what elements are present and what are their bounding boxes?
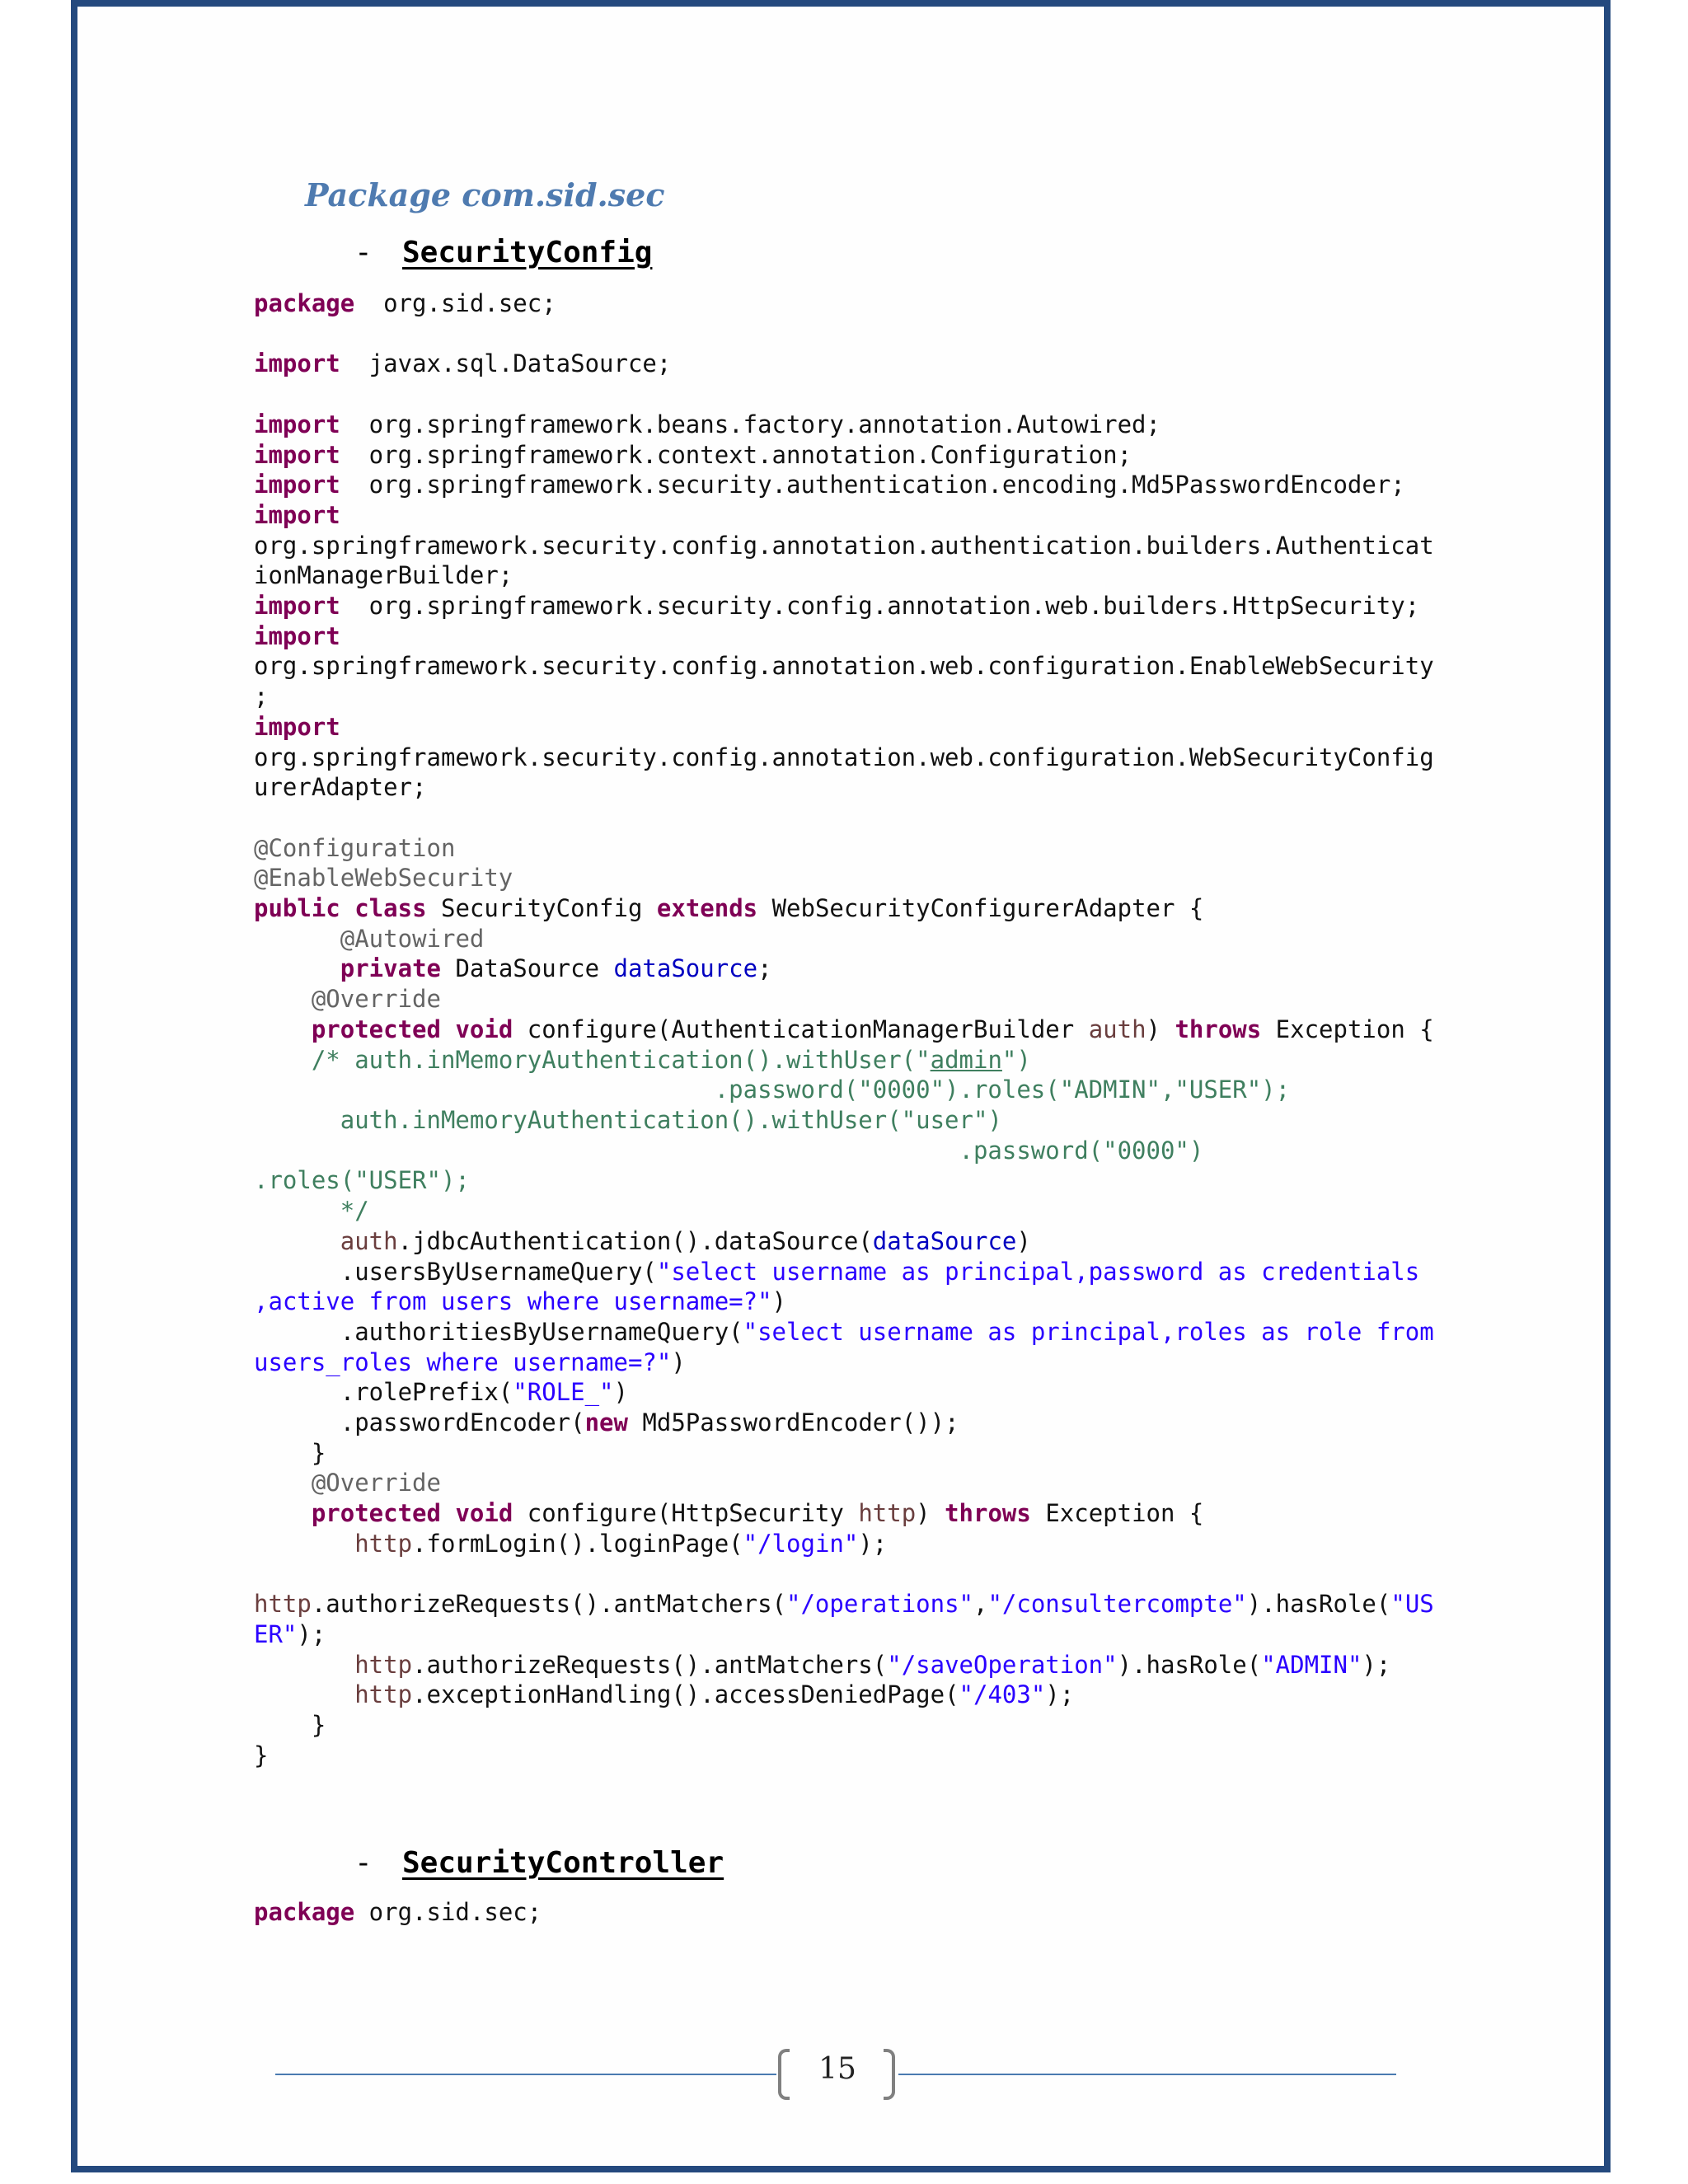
code-token: org.springframework.security.config.annotation.web.configuration.EnableWebSecurity [254,652,1434,681]
code-token: "US [1390,1590,1434,1619]
code-line [254,289,556,317]
code-token: .password("0000") [254,1136,1204,1165]
code-token [254,1499,312,1527]
code-token: ).hasRole( [1117,1650,1262,1679]
code-token: package [254,289,355,317]
code-token: ) [671,1347,686,1376]
code-token: void [455,1015,513,1043]
code-token: SecurityConfig [426,894,657,923]
footer-rule-right [898,2074,1396,2075]
code-line [254,713,340,741]
section-name: SecurityController [402,1846,724,1880]
section-name: SecurityConfig [402,236,653,269]
page-number: 15 [818,2052,856,2086]
code-line [254,1499,1203,1527]
code-token: import [254,410,340,438]
code-line [254,652,1434,680]
code-token: "/403" [959,1680,1046,1709]
code-token: void [455,1499,513,1528]
code-token: /* auth.inMemoryAuthentication().withUser(" [311,1045,931,1074]
code-line [254,1469,441,1497]
code-token: "/saveOperation" [887,1650,1118,1679]
code-token: ); [297,1619,326,1648]
code-token: ); [858,1529,888,1558]
code-token: auth [340,1226,398,1255]
code-line [254,1166,470,1194]
code-token: public [254,894,340,923]
code-token [254,1469,312,1497]
code-token [254,1651,354,1679]
code-token: throws [1175,1015,1262,1043]
code-token: users_roles where username=?" [254,1347,672,1376]
code-token: ER" [254,1619,298,1648]
section-title-securitycontroller [354,1846,724,1880]
code-block-securitycontroller [254,1897,1441,1928]
code-token: javax.sql.DataSource; [340,349,672,378]
code-token: DataSource [440,954,614,983]
code-line [254,985,441,1013]
section-dash: - [354,1846,373,1880]
code-line [254,1106,1002,1134]
code-token: http [354,1650,413,1679]
code-token: @Override [311,1469,441,1497]
code-token [254,1046,312,1074]
code-token [254,1530,354,1558]
code-token: dataSource [613,954,758,983]
code-token: Exception { [1030,1499,1204,1528]
code-line [254,501,340,529]
code-line [254,1620,326,1648]
code-line [254,1651,1390,1679]
code-token: .rolePrefix( [254,1378,513,1407]
code-token: http [254,1590,312,1619]
code-line [254,1227,1031,1255]
code-line [254,1590,1434,1618]
code-token: ; [757,954,772,983]
code-token: .password("0000").roles("ADMIN","USER"); [254,1076,1291,1104]
code-token [441,1015,455,1043]
code-token: http [354,1529,413,1558]
code-line [254,1046,1031,1074]
code-token: protected [311,1499,441,1528]
code-token: org.springframework.security.config.annotation.web.builders.HttpSecurity; [340,592,1420,621]
code-token: "/consultercompte" [987,1590,1247,1619]
code-token: org.springframework.security.config.annotation.authentication.builders.Authenticat [254,531,1434,560]
code-token: ionManagerBuilder; [254,561,513,590]
code-line [254,1137,1203,1165]
code-token: .authorizeRequests().antMatchers( [412,1650,888,1679]
code-token [254,925,340,953]
code-token: org.springframework.security.authentication.encoding.Md5PasswordEncoder; [340,471,1405,499]
code-token: extends [656,894,758,923]
code-token: ) [771,1287,787,1316]
code-token: @Autowired [340,924,485,953]
code-token: Exception { [1261,1015,1434,1043]
code-line [254,834,455,862]
code-line [254,1076,1290,1104]
code-line [254,773,427,801]
footer-rule-left [275,2074,776,2075]
code-line [254,1318,1434,1346]
code-token [340,894,354,922]
code-line [254,1258,1419,1286]
code-token: import [254,349,340,378]
code-token: "/login" [743,1529,859,1558]
code-token: ).hasRole( [1246,1590,1391,1619]
code-token: package [254,1898,355,1926]
code-line [254,532,1434,560]
code-token: protected [311,1015,441,1043]
code-token [254,954,340,982]
code-token: http [858,1499,917,1528]
footer-brace-right [884,2049,895,2100]
code-line [254,622,340,650]
code-token: } [254,1741,269,1769]
code-line [254,743,1434,771]
footer-brace-left [778,2049,790,2100]
code-line [254,1439,326,1467]
code-token: ) [613,1378,628,1407]
code-token: .usersByUsernameQuery( [254,1257,657,1286]
code-token: import [254,471,340,499]
code-token: import [254,440,340,469]
code-line [254,864,513,892]
code-token: ); [1362,1650,1391,1679]
code-line [254,1015,1434,1043]
code-token: .exceptionHandling().accessDeniedPage( [412,1680,959,1709]
code-token [254,1227,340,1255]
section-title-securityconfig [354,236,652,269]
package-heading: Package com.sid.sec [305,176,665,213]
code-token: Md5PasswordEncoder()); [627,1408,959,1437]
code-line [254,1711,326,1739]
code-token: import [254,592,340,621]
code-token [441,1499,455,1527]
code-token: configure(AuthenticationManagerBuilder [513,1015,1089,1043]
code-token: "select username as principal,roles as role from [743,1317,1434,1346]
code-token: .authorizeRequests().antMatchers( [311,1590,787,1619]
code-token: throws [945,1499,1031,1528]
code-token [254,1680,354,1708]
code-token: "/operations" [786,1590,973,1619]
code-token: org.springframework.security.config.annotation.web.configuration.WebSecurityConfig [254,743,1434,771]
code-line [254,954,772,982]
code-token: ) [1146,1015,1175,1043]
code-token: ") [1001,1045,1031,1074]
code-token: */ [254,1197,369,1226]
code-token: "ROLE_" [513,1378,614,1407]
code-token: .formLogin().loginPage( [412,1529,743,1558]
code-token [254,985,312,1013]
code-token [254,1015,312,1043]
code-token: dataSource [872,1226,1017,1255]
code-line [254,1408,959,1436]
code-line [254,441,1132,469]
code-token: private [340,954,441,983]
code-token: urerAdapter; [254,773,427,802]
code-line [254,894,1203,922]
code-token: "ADMIN" [1261,1650,1362,1679]
section-dash: - [354,236,373,269]
code-token: @Configuration [254,833,456,862]
code-token: @EnableWebSecurity [254,864,513,893]
code-line [254,592,1419,620]
code-line [254,471,1405,499]
code-token: org.sid.sec; [354,289,556,317]
code-line [254,1287,786,1315]
code-block-securityconfig [254,288,1441,1770]
code-token: org.sid.sec; [354,1898,542,1926]
code-token: org.springframework.context.annotation.Configuration; [340,440,1132,469]
code-token: "select username as principal,password as credentials [656,1257,1420,1286]
code-line [254,1197,369,1225]
code-line [254,682,268,710]
code-token: .jdbcAuthentication().dataSource( [397,1226,873,1255]
code-token: import [254,621,340,650]
code-token: import [254,500,340,529]
code-token: .passwordEncoder( [254,1408,585,1437]
code-token: configure(HttpSecurity [513,1499,859,1528]
code-token: ) [1016,1226,1031,1255]
code-token: http [354,1680,413,1709]
code-token: , [973,1590,988,1619]
code-line [254,1680,1074,1708]
code-token: auth.inMemoryAuthentication().withUser("user") [254,1105,1002,1134]
code-token: .authoritiesByUsernameQuery( [254,1317,743,1346]
code-line [254,1348,686,1376]
code-token: auth [1088,1015,1146,1043]
code-line [254,1378,628,1406]
code-token: new [584,1408,628,1437]
code-token: WebSecurityConfigurerAdapter { [757,894,1204,923]
code-line [254,410,1160,438]
code-token: } [254,1438,326,1467]
code-line [254,1898,542,1926]
code-token: org.springframework.beans.factory.annotation.Autowired; [340,410,1160,438]
code-token: ,active from users where username=?" [254,1287,772,1316]
code-token: ) [916,1499,945,1528]
code-token: admin [930,1045,1002,1074]
code-line [254,1741,268,1769]
code-token: @Override [311,985,441,1014]
code-line [254,1530,887,1558]
code-token: .roles("USER"); [254,1166,470,1195]
code-token: ; [254,682,269,711]
code-token: ); [1045,1680,1075,1709]
code-token: import [254,712,340,741]
code-token: class [354,894,427,923]
code-line [254,349,671,377]
code-line [254,561,513,589]
code-line [254,925,484,953]
code-token: } [254,1711,326,1740]
